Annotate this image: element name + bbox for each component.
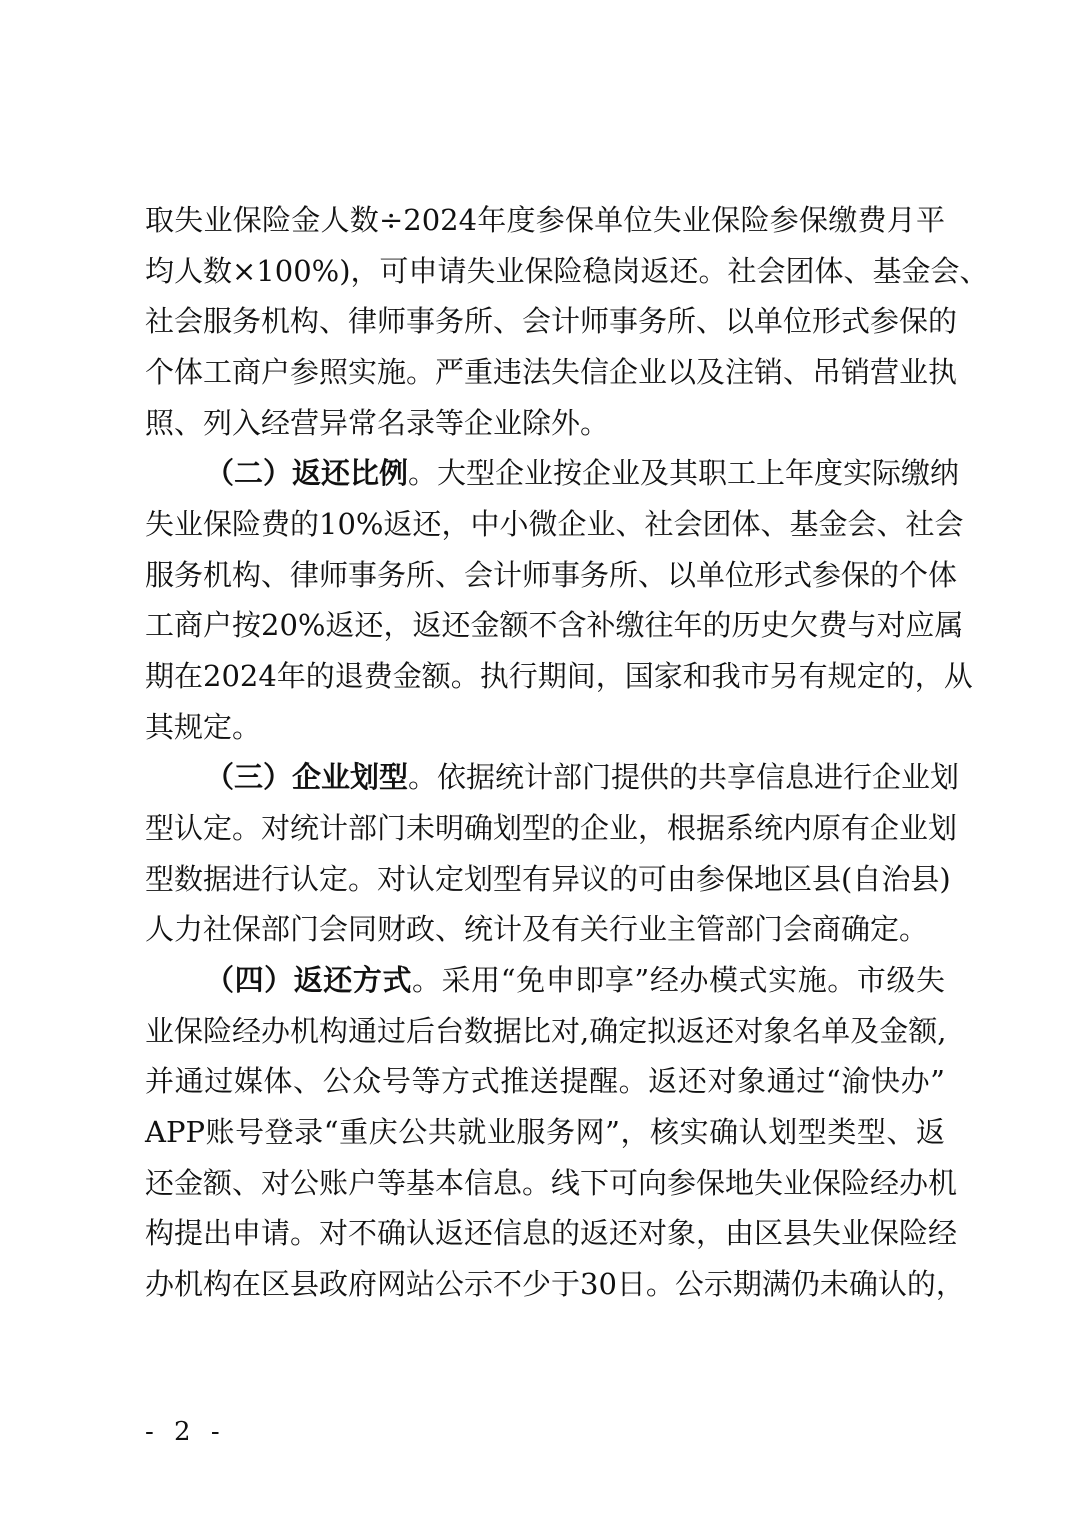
text-line: 构提出申请。对不确认返还信息的返还对象，由区县失业保险经: [145, 1216, 958, 1251]
text-line: 期在2024年的退费金额。执行期间，国家和我市另有规定的，从: [145, 659, 973, 694]
text-line: [205, 453, 960, 493]
text-line: APP账号登录“重庆公共就业服务网”，核实确认划型类型、返: [145, 1115, 945, 1150]
text-line: 社会服务机构、律师事务所、会计师事务所、以单位形式参保的: [145, 304, 958, 339]
page-number: - 2 -: [145, 1417, 226, 1447]
text-line: 个体工商户参照实施。严重违法失信企业以及注销、吊销营业执: [145, 355, 958, 389]
text-line: 人力社保部门会同财政、统计及有关行业主管部门会商确定。: [145, 912, 929, 947]
section-heading: （四）返还方式: [205, 963, 413, 998]
section-heading: （二）返还比例: [205, 456, 409, 491]
text-line: 型认定。对统计部门未明确划型的企业，根据系统内原有企业划: [145, 811, 958, 846]
text-line: 还金额、对公账户等基本信息。线下可向参保地失业保险经办机: [145, 1165, 958, 1200]
text-line: 工商户按20%返还，返还金额不含补缴往年的历史欠费与对应属: [145, 608, 964, 643]
text-line: 其规定。: [145, 709, 262, 744]
text-line: 均人数×100%)，可申请失业保险稳岗返还。社会团体、基金会、: [145, 253, 989, 288]
line-text: 。依据统计部门提供的共享信息进行企业划: [408, 760, 960, 795]
text-line: 失业保险费的10%返还，中小微企业、社会团体、基金会、社会: [145, 507, 964, 542]
text-line: 业保险经办机构通过后台数据比对,确定拟返还对象名单及金额,: [145, 1013, 947, 1048]
text-line: 型数据进行认定。对认定划型有异议的可由参保地区县(自治县): [145, 861, 951, 896]
text-line: 并通过媒体、公众号等方式推送提醒。返还对象通过“渝快办”: [145, 1064, 945, 1099]
text-line: [205, 757, 960, 797]
text-line: [205, 960, 945, 1000]
text-line: 取失业保险金人数÷2024年度参保单位失业保险参保缴费月平: [145, 203, 945, 237]
line-text: 。大型企业按企业及其职工上年度实际缴纳: [408, 456, 960, 491]
text-line: 照、列入经营异常名录等企业除外。: [145, 405, 610, 440]
section-heading: （三）企业划型: [205, 760, 409, 795]
text-line: 办机构在区县政府网站公示不少于30日。公示期满仍未确认的，: [145, 1267, 965, 1302]
text-line: 服务机构、律师事务所、会计师事务所、以单位形式参保的个体: [145, 557, 958, 592]
line-text: 。采用“免申即享”经办模式实施。市级失: [412, 963, 945, 998]
